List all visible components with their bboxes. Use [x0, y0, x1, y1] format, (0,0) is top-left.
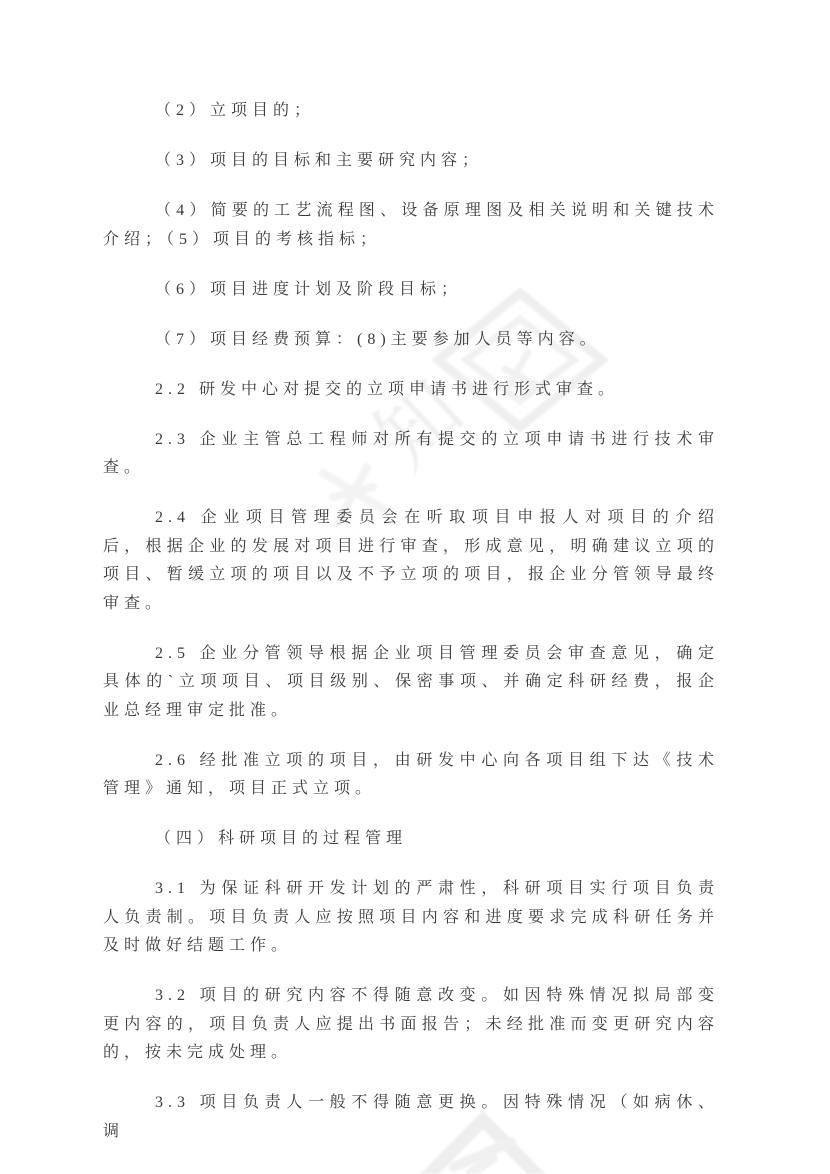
paragraph: 3.2 项目的研究内容不得随意改变。如因特殊情况拟局部变更内容的，项目负责人应提出书面报告；未经批准而变更研究内容的，按未完成处理。 [103, 987, 719, 1061]
paragraph: （4）简要的工艺流程图、设备原理图及相关说明和关键技术介绍；（5）项目的考核指标； [103, 202, 719, 248]
paragraph: 2.4 企业项目管理委员会在听取项目申报人对项目的介绍后，根据企业的发展对项目进行审查，形成意见，明确建议立项的项目、暂缓立项的项目以及不予立项的项目，报企业分管领导最终审查。 [103, 509, 719, 612]
document-body [103, 97, 719, 1168]
paragraph: （7）项目经费预算：(8)主要参加人员等内容。 [155, 330, 601, 348]
paragraph: （3）项目的目标和主要研究内容； [155, 152, 484, 169]
paragraph: 2.6 经批准立项的项目，由研发中心向各项目组下达《技术管理》通知，项目正式立项。 [103, 751, 719, 797]
watermark-char: 知 [358, 364, 481, 487]
paragraph: 2.3 企业主管总工程师对所有提交的立项申请书进行技术审查。 [103, 430, 719, 476]
paragraph: （2）立项目的； [155, 102, 316, 119]
paragraph: 3.3 项目负责人一般不得随意更换。因特殊情况（如病休、调 [103, 1094, 719, 1140]
paragraph: 2.5 企业分管领导根据企业项目管理委员会审查意见，确定具体的`立项项目、项目级别、保密事项、并确定科研经费，报企业总经理审定批准。 [103, 644, 719, 719]
paragraph: 2.2 研发中心对提交的立项申请书进行形式审查。 [155, 380, 620, 398]
paragraph: （四）科研项目的过程管理 [155, 830, 408, 847]
paragraph: 3.1 为保证科研开发计划的严肃性，科研项目实行项目负责人负责制。项目负责人应按照项目内容和进度要求完成科研任务并及时做好结题工作。 [103, 880, 719, 954]
paragraph: （6）项目进度计划及阶段目标； [155, 280, 463, 298]
